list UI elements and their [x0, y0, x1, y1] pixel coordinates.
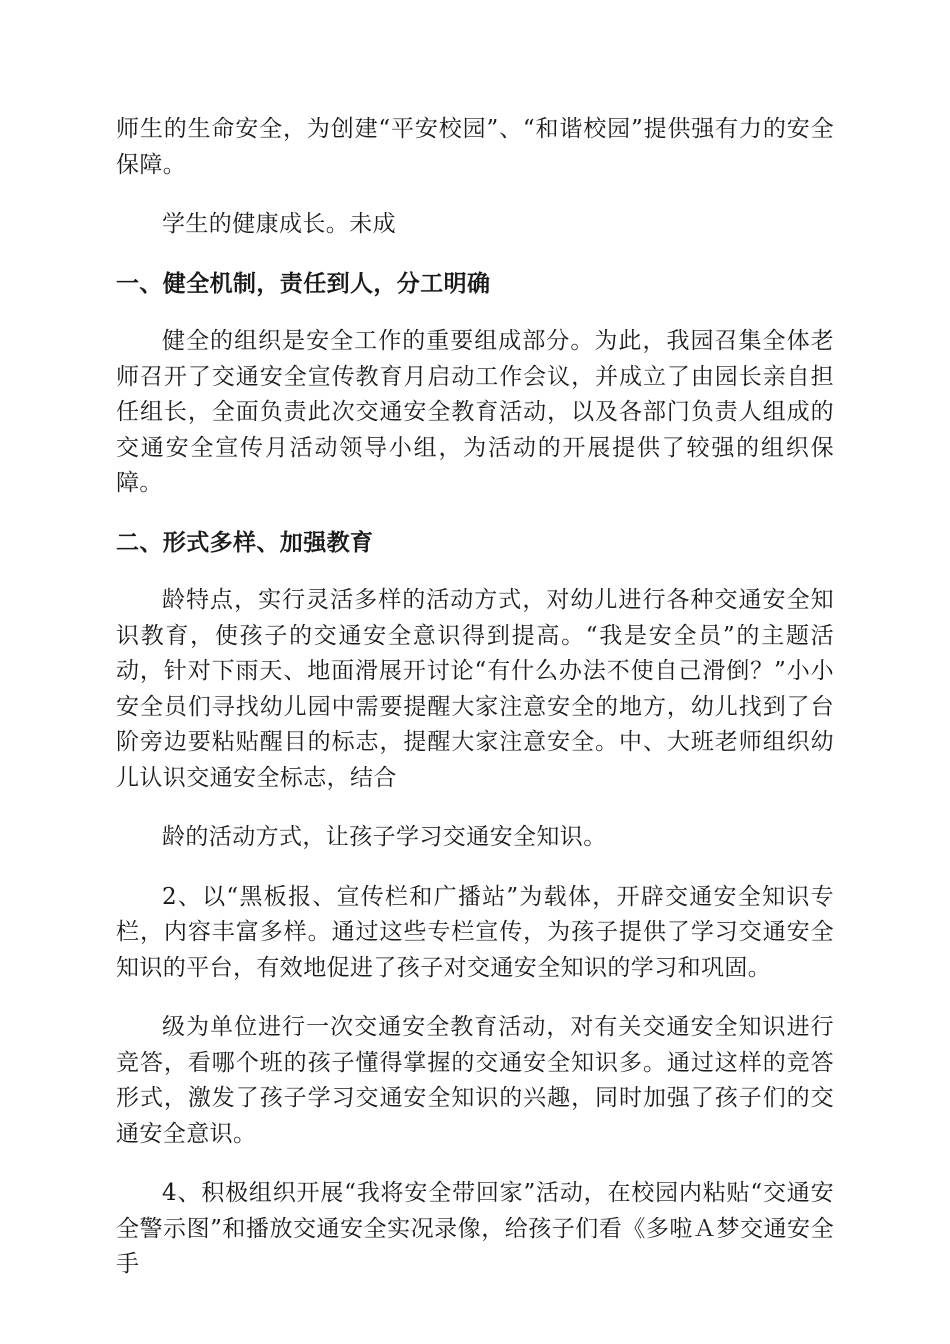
paragraph-quiz: 级为单位进行一次交通安全教育活动，对有关交通安全知识进行竞答，看哪个班的孩子懂得掌握的交通安全知识多。通过这样的竞答形式，激发了孩子学习交通安全知识的兴趣，同时加强了孩子们的交通安全意识。 — [116, 1014, 834, 1147]
paragraph-organization: 健全的组织是安全工作的重要组成部分。为此，我园召集全体老师召开了交通安全宣传教育月启动工作会议，并成立了由园长亲自担任组长，全面负责此次交通安全教育活动，以及各部门负责人组成的交通安全宣传月活动领导小组，为活动的开展提供了较强的组织保障。 — [116, 328, 834, 496]
section-heading-1: 一、健全机制，责任到人，分工明确 — [116, 270, 491, 297]
document-body — [116, 112, 834, 1307]
paragraph-activities: 龄特点，实行灵活多样的活动方式，对幼儿进行各种交通安全知识教育，使孩子的交通安全意识得到提高。“我是安全员”的主题活动，针对下雨天、地面滑展开讨论“有什么办法不使自己滑倒？”小小安全员们寻找幼儿园中需要提醒大家注意安全的地方，幼儿找到了台阶旁边要粘贴醒目的标志，提醒大家注意安全。中、大班老师组织幼儿认识交通安全标志，结合 — [116, 587, 834, 791]
paragraph-item-4: 4、积极组织开展“我将安全带回家”活动，在校园内粘贴“交通安全警示图”和播放交通安全实况录像，给孩子们看《多啦Ａ梦交通安全手 — [116, 1180, 834, 1277]
section-heading-2: 二、形式多样、加强教育 — [116, 529, 374, 556]
paragraph-activity-method: 龄的活动方式，让孩子学习交通安全知识。 — [162, 824, 607, 850]
paragraph-fragment: 学生的健康成长。未成 — [162, 211, 396, 237]
paragraph-intro-continuation: 师生的生命安全，为创建“平安校园”、“和谐校园”提供强有力的安全保障。 — [116, 116, 834, 178]
paragraph-item-2: 2、以“黑板报、宣传栏和广播站”为载体，开辟交通安全知识专栏，内容丰富多样。通过这些专栏宣传，为孩子提供了学习交通安全知识的平台，有效地促进了孩子对交通安全知识的学习和巩固。 — [116, 883, 834, 981]
